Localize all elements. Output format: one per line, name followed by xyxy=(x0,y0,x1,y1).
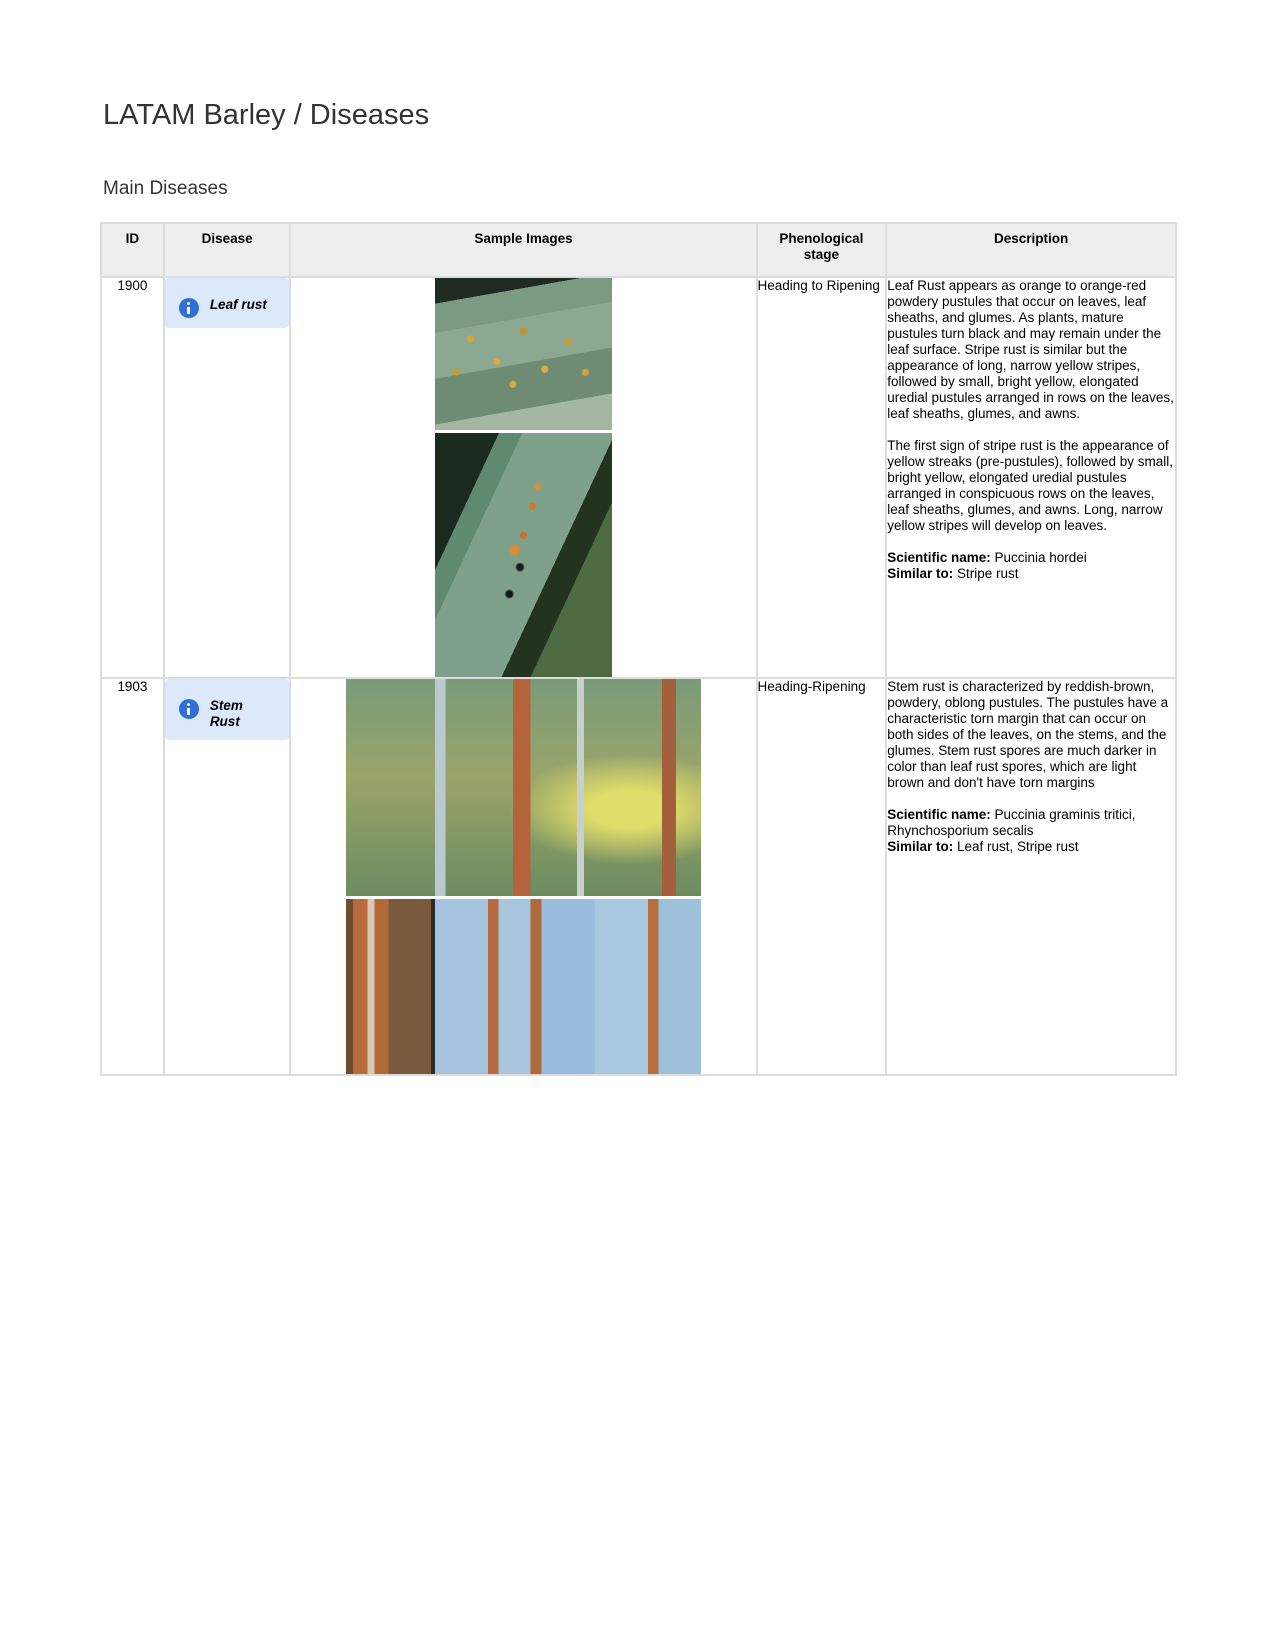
disease-link-leaf-rust[interactable] xyxy=(165,278,290,328)
header-sample-images: Sample Images xyxy=(290,223,756,277)
description-paragraph: Stem rust is characterized by reddish-brown, powdery, oblong pustules. The pustules have a characteristic torn margin that can occur on both sides of the leaves, on the stems, and the glumes. Stem rust spores are much darker in color than leaf rust spores, which are light brown and don't have torn margins xyxy=(887,679,1169,790)
description-paragraph: The first sign of stripe rust is the appearance of yellow streaks (pre-pustules), followed by small, bright yellow, elongated uredial pustules arranged in conspicuous rows on the leaves, leaf sheaths, glumes, and awns. Long, narrow yellow stripes will develop on leaves. xyxy=(887,438,1174,533)
info-icon xyxy=(179,699,199,719)
page-title: LATAM Barley / Diseases xyxy=(103,99,430,131)
scientific-name xyxy=(887,550,1175,566)
table-row xyxy=(101,678,1176,1075)
table-header-row xyxy=(101,223,1176,277)
table-row xyxy=(101,277,1176,678)
phenological-stage: Heading to Ripening xyxy=(757,277,887,678)
header-phenological-stage: Phenological stage xyxy=(757,223,887,277)
header-id: ID xyxy=(101,223,164,277)
stem-rust-photo-field xyxy=(346,679,701,896)
description-cell xyxy=(886,678,1176,1075)
scientific-name xyxy=(887,807,1175,839)
description-paragraph: Leaf Rust appears as orange to orange-red powdery pustules that occur on leaves, leaf sheaths, and glumes. As plants, mature pustules turn black and may remain under the leaf surface. Stripe rust is similar but the appearance of long, narrow yellow stripes, followed by small, bright yellow, elongated uredial pustules arranged in rows on the leaves, leaf sheaths, glumes, and awns. xyxy=(887,278,1174,421)
similar-to xyxy=(887,839,1175,855)
header-disease: Disease xyxy=(164,223,291,277)
row-id: 1903 xyxy=(101,678,164,1075)
leaf-rust-photo-closeup xyxy=(435,278,612,430)
similar-to xyxy=(887,566,1175,582)
similar-to-label: Similar to: xyxy=(887,839,954,854)
scientific-name-value: Puccinia graminis tritici, Rhynchosporium secalis xyxy=(887,807,1136,838)
info-icon xyxy=(179,298,199,318)
row-id: 1900 xyxy=(101,277,164,678)
sample-images-cell xyxy=(290,277,756,678)
similar-to-label: Similar to: xyxy=(887,566,954,581)
scientific-name-label: Scientific name: xyxy=(887,807,991,822)
stem-rust-photo-stems xyxy=(346,899,701,1074)
phenological-stage: Heading-Ripening xyxy=(757,678,887,1075)
diseases-table xyxy=(100,222,1177,1076)
description-cell xyxy=(886,277,1176,678)
disease-cell xyxy=(164,678,291,1075)
similar-to-value: Stripe rust xyxy=(956,566,1019,581)
disease-name: Stem Rust xyxy=(209,698,243,729)
leaf-rust-photo-leaf xyxy=(435,433,612,677)
section-title: Main Diseases xyxy=(103,178,228,199)
scientific-name-label: Scientific name: xyxy=(887,550,991,565)
disease-link-stem-rust[interactable] xyxy=(165,679,290,740)
scientific-name-value: Puccinia hordei xyxy=(994,550,1087,565)
disease-cell xyxy=(164,277,291,678)
similar-to-value: Leaf rust, Stripe rust xyxy=(956,839,1079,854)
disease-name: Leaf rust xyxy=(209,297,267,312)
header-description: Description xyxy=(886,223,1176,277)
sample-images-cell xyxy=(290,678,756,1075)
